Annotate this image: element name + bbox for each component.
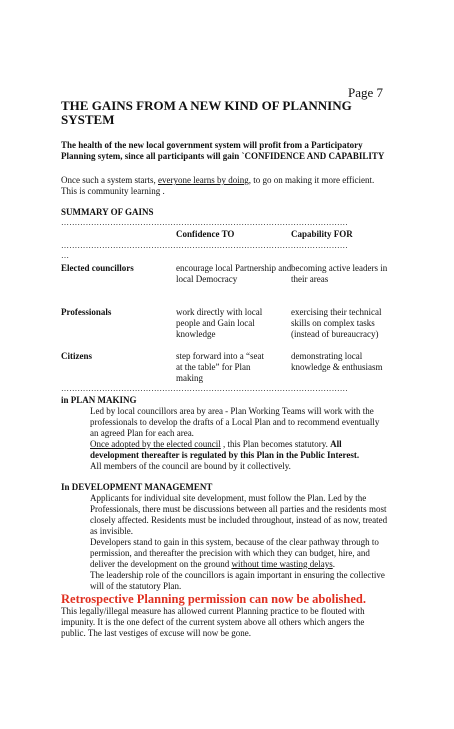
page-number: Page 7 <box>348 85 384 100</box>
cell-capability-councillors: becoming active leaders in their areas <box>291 263 388 284</box>
page-title: THE GAINS FROM A NEW KIND OF PLANNING SYSTEM <box>61 98 352 127</box>
section-heading-development: In DEVELOPMENT MANAGEMENT <box>61 482 213 492</box>
cell-confidence-professionals: work directly with local people and Gain local knowledge <box>176 307 263 339</box>
cell-confidence-councillors: encourage local Partnership and local Democracy <box>176 263 292 284</box>
section-heading-plan-making: in PLAN MAKING <box>61 395 137 405</box>
cell-confidence-citizens: step forward into a “seat at the table” for Plan making <box>176 351 264 383</box>
plan-making-p3: All members of the council are bound by it collectively. <box>90 461 291 471</box>
plan-making-bold: All development thereafter is regulated by this Plan in the Public Interest. <box>90 439 360 460</box>
development-paragraph <box>90 493 390 592</box>
development-p2-pre: Developers stand to gain in this system, because of the clear pathway through to permission, and thereafter the precision with which they can budget, hire, and deliver the development on the ground <box>90 537 379 569</box>
dotted-divider: …………………………………………………………………………………………… <box>61 241 348 250</box>
development-p2-underlined: without time wasting delays <box>231 559 333 569</box>
column-header-confidence: Confidence TO <box>176 229 235 239</box>
row-label-professionals: Professionals <box>61 307 112 317</box>
plan-making-statutory: , this Plan becomes statutory. <box>220 439 331 449</box>
plan-making-p1: Led by local councillors area by area - Plan Working Teams will work with the professionals to develop the drafts of a Local Plan and to recommend eventually an agreed Plan for each area. <box>90 406 380 438</box>
dotted-divider: …………………………………………………………………………………………… <box>61 384 348 393</box>
intro-post: , to go on making it more efficient. This is community learning . <box>61 175 375 196</box>
development-p3: The leadership role of the councillors is again important in ensuring the collective will of the statutory Plan. <box>90 570 385 591</box>
retrospective-heading: Retrospective Planning permission can now be abolished. <box>61 592 366 606</box>
intro-underlined: everyone learns by doing <box>157 175 249 185</box>
plan-making-paragraph <box>90 406 390 472</box>
cell-capability-citizens: demonstrating local knowledge & enthusiasm <box>291 351 383 372</box>
development-p2-post: . <box>332 559 335 569</box>
summary-heading: SUMMARY OF GAINS <box>61 207 154 217</box>
dotted-divider-tail: … <box>61 251 70 260</box>
intro-pre: Once such a system starts, <box>61 175 158 185</box>
dotted-divider: …………………………………………………………………………………………… <box>61 218 348 227</box>
intro-bold-paragraph: The health of the new local government system will profit from a Participatory Planning sytem, since all participants will gain `CONFIDENCE AND CAPABILITY <box>61 140 385 161</box>
development-p1: Applicants for individual site development, must follow the Plan. Led by the Professionals, there must be discussions between all parties and the residents most closely affected. Residents must be included throughout, instead of as now, treated as invisible. <box>90 493 388 536</box>
retrospective-paragraph: This legally/illegal measure has allowed current Planning practice to be flouted with impunity. It is the one defect of the current system above all others which angers the public. The last vestiges of excuse will now be gone. <box>61 606 365 638</box>
intro-paragraph <box>61 175 391 196</box>
cell-capability-professionals: exercising their technical skills on complex tasks (instead of bureaucracy) <box>291 307 382 339</box>
row-label-councillors: Elected councillors <box>61 263 134 273</box>
plan-making-adopted: Once adopted by the elected council <box>90 439 221 449</box>
row-label-citizens: Citizens <box>61 351 92 361</box>
column-header-capability: Capability FOR <box>291 229 353 239</box>
